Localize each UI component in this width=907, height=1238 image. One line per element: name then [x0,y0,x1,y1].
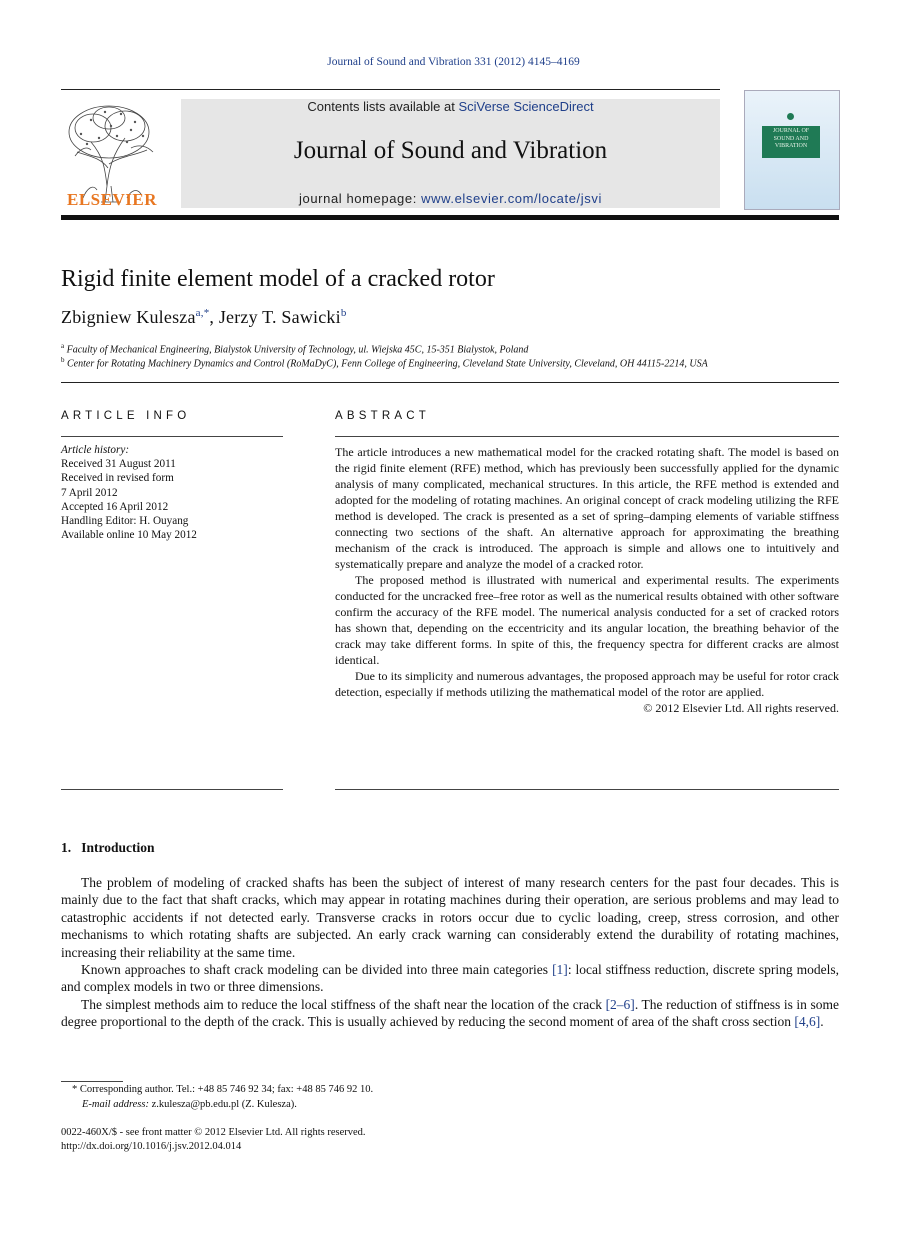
history-line: Received 31 August 2011 [61,458,176,471]
text-run: : local stiffness reduction, discrete spring models, and complex models in two or three dimensions. [61,962,839,995]
sciencedirect-link[interactable]: SciVerse ScienceDirect [458,99,594,114]
homepage-link[interactable]: www.elsevier.com/locate/jsvi [421,191,602,206]
abstract-rule [335,436,839,437]
author-affiliation-mark[interactable]: a,* [195,307,210,319]
author-list [61,307,347,328]
article-title: Rigid finite element model of a cracked rotor [61,266,495,292]
copyright-line: © 2012 Elsevier Ltd. All rights reserved. [643,701,839,715]
journal-citation[interactable]: Journal of Sound and Vibration 331 (2012) 4145–4169 [327,56,580,68]
author-separator: , [209,307,219,327]
history-line: Received in revised form [61,472,174,485]
article-history [61,443,291,542]
author-affiliation-mark[interactable]: b [340,307,347,319]
text-run: . The reduction of stiffness is in some degree proportional to the depth of the crack. This is usually achieved by reducing the second moment of area of the shaft cross section [61,996,839,1030]
front-matter-note: 0022-460X/$ - see front matter © 2012 Elsevier Ltd. All rights reserved. [61,1127,366,1138]
email-note [82,1099,297,1110]
article-info-bottom-rule [61,789,283,790]
masthead-bottom-rule [61,215,839,220]
homepage-prefix: journal homepage: [299,191,422,206]
abstract-body [335,444,839,716]
elsevier-wordmark: ELSEVIER [67,190,157,209]
history-line: 7 April 2012 [61,486,118,499]
introduction-body [61,874,839,1031]
contents-prefix: Contents lists available at [307,99,459,114]
history-line: Available online 10 May 2012 [61,529,197,542]
doi-link[interactable]: http://dx.doi.org/10.1016/j.jsv.2012.04.014 [61,1141,242,1152]
affiliation-b [61,356,708,369]
footnote-rule [61,1081,123,1082]
author-name[interactable]: Jerzy T. Sawicki [218,307,341,327]
affiliation-text: Center for Rotating Machinery Dynamics and Control (RoMaDyC), Fenn College of Engineering, Cleveland State University, Cleveland, OH 44115-2214, USA [67,358,708,370]
journal-name: Journal of Sound and Vibration [293,137,608,164]
affiliation-mark: b [61,356,65,364]
abstract-heading: ABSTRACT [335,410,430,422]
abstract-paragraph: The article introduces a new mathematical model for the cracked rotating shaft. The model is based on the rigid finite element (RFE) method, which has previously been successfully applied for the dynamic analysis of many complicated, mechanical structures. In this article, the RFE method is extended and adopted for the modeling of rotating machines. An original concept of crack modeling utilizing the RFE method is developed. The crack is presented as a set of spring–damping elements of variable stiffness connecting two sections of the shaft. An alternative approach for approximating the breathing mechanism of the crack is introduced. The approach is simple and allows one to intuitively and systematically prepare and analyze the model of a cracked rotor. [335,445,839,571]
title-rule [61,382,839,383]
history-line: Handling Editor: H. Ouyang [61,515,189,528]
cover-title: JOURNAL OF SOUND AND VIBRATION [772,128,810,149]
body-paragraph [61,996,839,1031]
article-info-heading: ARTICLE INFO [61,410,191,422]
history-label: Article history: [61,444,130,456]
section-heading-introduction: 1. Introduction [61,840,155,855]
text-run: Known approaches to shaft crack modeling can be divided into three main categories [81,962,553,978]
abstract-bottom-rule [335,789,839,790]
affiliation-text: Faculty of Mechanical Engineering, Bialystok University of Technology, ul. Wiejska 45C, 15-351 Bialystok, Poland [66,344,529,356]
citation-link[interactable]: [1] [552,962,568,978]
body-paragraph: The problem of modeling of cracked shafts has been the subject of interest of many research centers for the past four decades. This is mainly due to the fact that shaft cracks, which may appear in rotating machines during their operation, are serious problems and may lead to catastrophic accidents if not detected early. Transverse cracks in rotors occur due to cyclic loading, creep, stress corrosion, and other mechanisms to which rotating shafts are subjected. An early crack warning can considerably extend the durability of rotating machines, increasing their reliability at the same time. [61,875,839,960]
contents-line [181,99,720,114]
author-name[interactable]: Zbigniew Kulesza [61,307,196,327]
abstract-paragraph: The proposed method is illustrated with numerical and experimental results. The experiments conducted for the uncracked free–free rotor as well as the numerical results obtained with other software confirm the accuracy of the RFE model. The numerical analysis conducted for a set of cracked rotors has shown that, depending on the eccentricity and its angular location, the breathing behavior of the crack may take different forms. In spite of this, the frequency spectra for different cracks are almost identical. [335,573,839,667]
article-info-rule [61,436,283,437]
text-run: . [820,1014,824,1030]
email-address[interactable]: z.kulesza@pb.edu.pl (Z. Kulesza). [148,1099,297,1110]
journal-homepage [181,191,720,206]
citation-link[interactable]: [2–6] [605,996,635,1012]
body-paragraph [61,961,839,996]
affiliation-a [61,342,528,355]
abstract-paragraph: Due to its simplicity and numerous advantages, the proposed approach may be useful for rotor crack detection, especially if methods utilizing the mathematical model of the rotor are applied. [335,669,839,699]
affiliation-mark: a [61,342,65,350]
email-label: E-mail address: [82,1099,149,1110]
history-line: Accepted 16 April 2012 [61,500,169,513]
corresponding-author-note: * Corresponding author. Tel.: +48 85 746 92 34; fax: +48 85 746 92 10. [72,1084,374,1095]
cover-emblem-icon [787,113,794,120]
citation-link[interactable]: [4,6] [794,1014,821,1030]
masthead-top-rule [61,89,720,90]
text-run: The simplest methods aim to reduce the local stiffness of the shaft near the location of the crack [81,996,606,1012]
